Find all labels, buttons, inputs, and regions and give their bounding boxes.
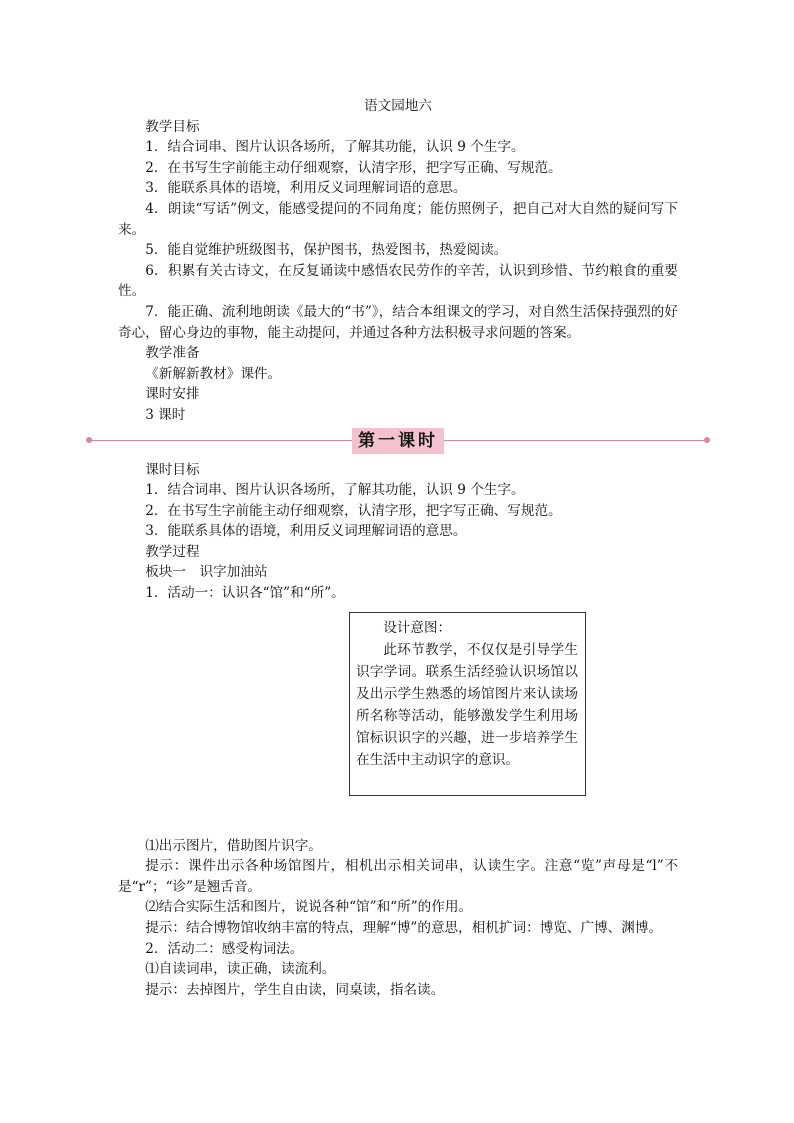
block-heading: 板块一 识字加油站 [145, 564, 268, 581]
goal-item: 5．能自觉维护班级图书，保护图书，热爱图书，热爱阅读。 [145, 242, 508, 259]
activity-heading: 1．活动一：认识各“馆”和“所”。 [145, 585, 345, 602]
prep-text: 《新解新教材》课件。 [145, 365, 282, 382]
hint-text: 提示：课件出示各种场馆图片，相机出示相关词串，认读生字。注意“览”声母是“l”不是“r”；“诊”是翘舌音。 [118, 858, 678, 895]
lesson-divider [88, 428, 708, 454]
goal-item: 3．能联系具体的语境，利用反义词理解词语的意思。 [145, 180, 467, 197]
goal-item: 2．在书写生字前能主动仔细观察，认清字形，把字写正确、写规范。 [145, 159, 562, 176]
goal-item: 4．朗读“写话”例文，能感受提问的不同角度；能仿照例子，把自己对大自然的疑问写下来。 [118, 200, 678, 238]
schedule-heading: 课时安排 [145, 386, 200, 403]
page-title: 语文园地六 [364, 98, 432, 114]
design-box-heading: 设计意图： [383, 619, 452, 636]
goals-heading: 教学目标 [145, 118, 200, 135]
divider-dot-left [86, 437, 92, 443]
lesson-goals-heading: 课时目标 [145, 461, 200, 478]
design-box-body: 此环节教学，不仅仅是引导学生识字学词。联系生活经验认识场馆以及出示学生熟悉的场馆图片来认读场所名称等活动，能够激发学生利用场馆标识识字的兴趣，进一步培养学生在生活中主动识字的意识。 [356, 641, 578, 768]
step-item: ⑴出示图片，借助图片识字。 [145, 837, 322, 854]
step-item: ⑴自读词串，读正确，读流利。 [145, 961, 336, 978]
goal-item: 7．能正确、流利地朗读《最大的“书”》，结合本组课文的学习，对自然生活保持强烈的好奇心，留心身边的事物，能主动提问，并通过各种方法积极寻求问题的答案。 [118, 303, 678, 341]
hint-text: 提示：去掉图片，学生自由读，同桌读，指名读。 [145, 981, 445, 998]
goal-item: 1．结合词串、图片认识各场所，了解其功能，认识 9 个生字。 [145, 139, 525, 156]
lesson-label: 第一课时 [352, 428, 444, 454]
process-heading: 教学过程 [145, 543, 200, 560]
prep-heading: 教学准备 [145, 345, 200, 362]
schedule-text: 3 课时 [145, 406, 186, 423]
lesson-goal-item: 3．能联系具体的语境，利用反义词理解词语的意思。 [145, 523, 467, 540]
lesson-goal-item: 1．结合词串、图片认识各场所，了解其功能，认识 9 个生字。 [145, 482, 525, 499]
activity-heading: 2．活动二：感受构词法。 [145, 940, 304, 957]
design-intent-box [349, 612, 586, 796]
goal-item: 6．积累有关古诗文，在反复诵读中感悟农民劳作的辛苦，认识到珍惜、节约粮食的重要性。 [118, 262, 678, 300]
document-page [118, 96, 678, 1000]
lesson-goal-item: 2．在书写生字前能主动仔细观察，认清字形，把字写正确、写规范。 [145, 502, 562, 519]
step-item: ⑵结合实际生活和图片，说说各种“馆”和“所”的作用。 [145, 899, 473, 916]
divider-dot-right [704, 437, 710, 443]
hint-text: 提示：结合博物馆收纳丰富的特点，理解“博”的意思，相机扩词：博览、广博、渊博。 [145, 920, 663, 937]
